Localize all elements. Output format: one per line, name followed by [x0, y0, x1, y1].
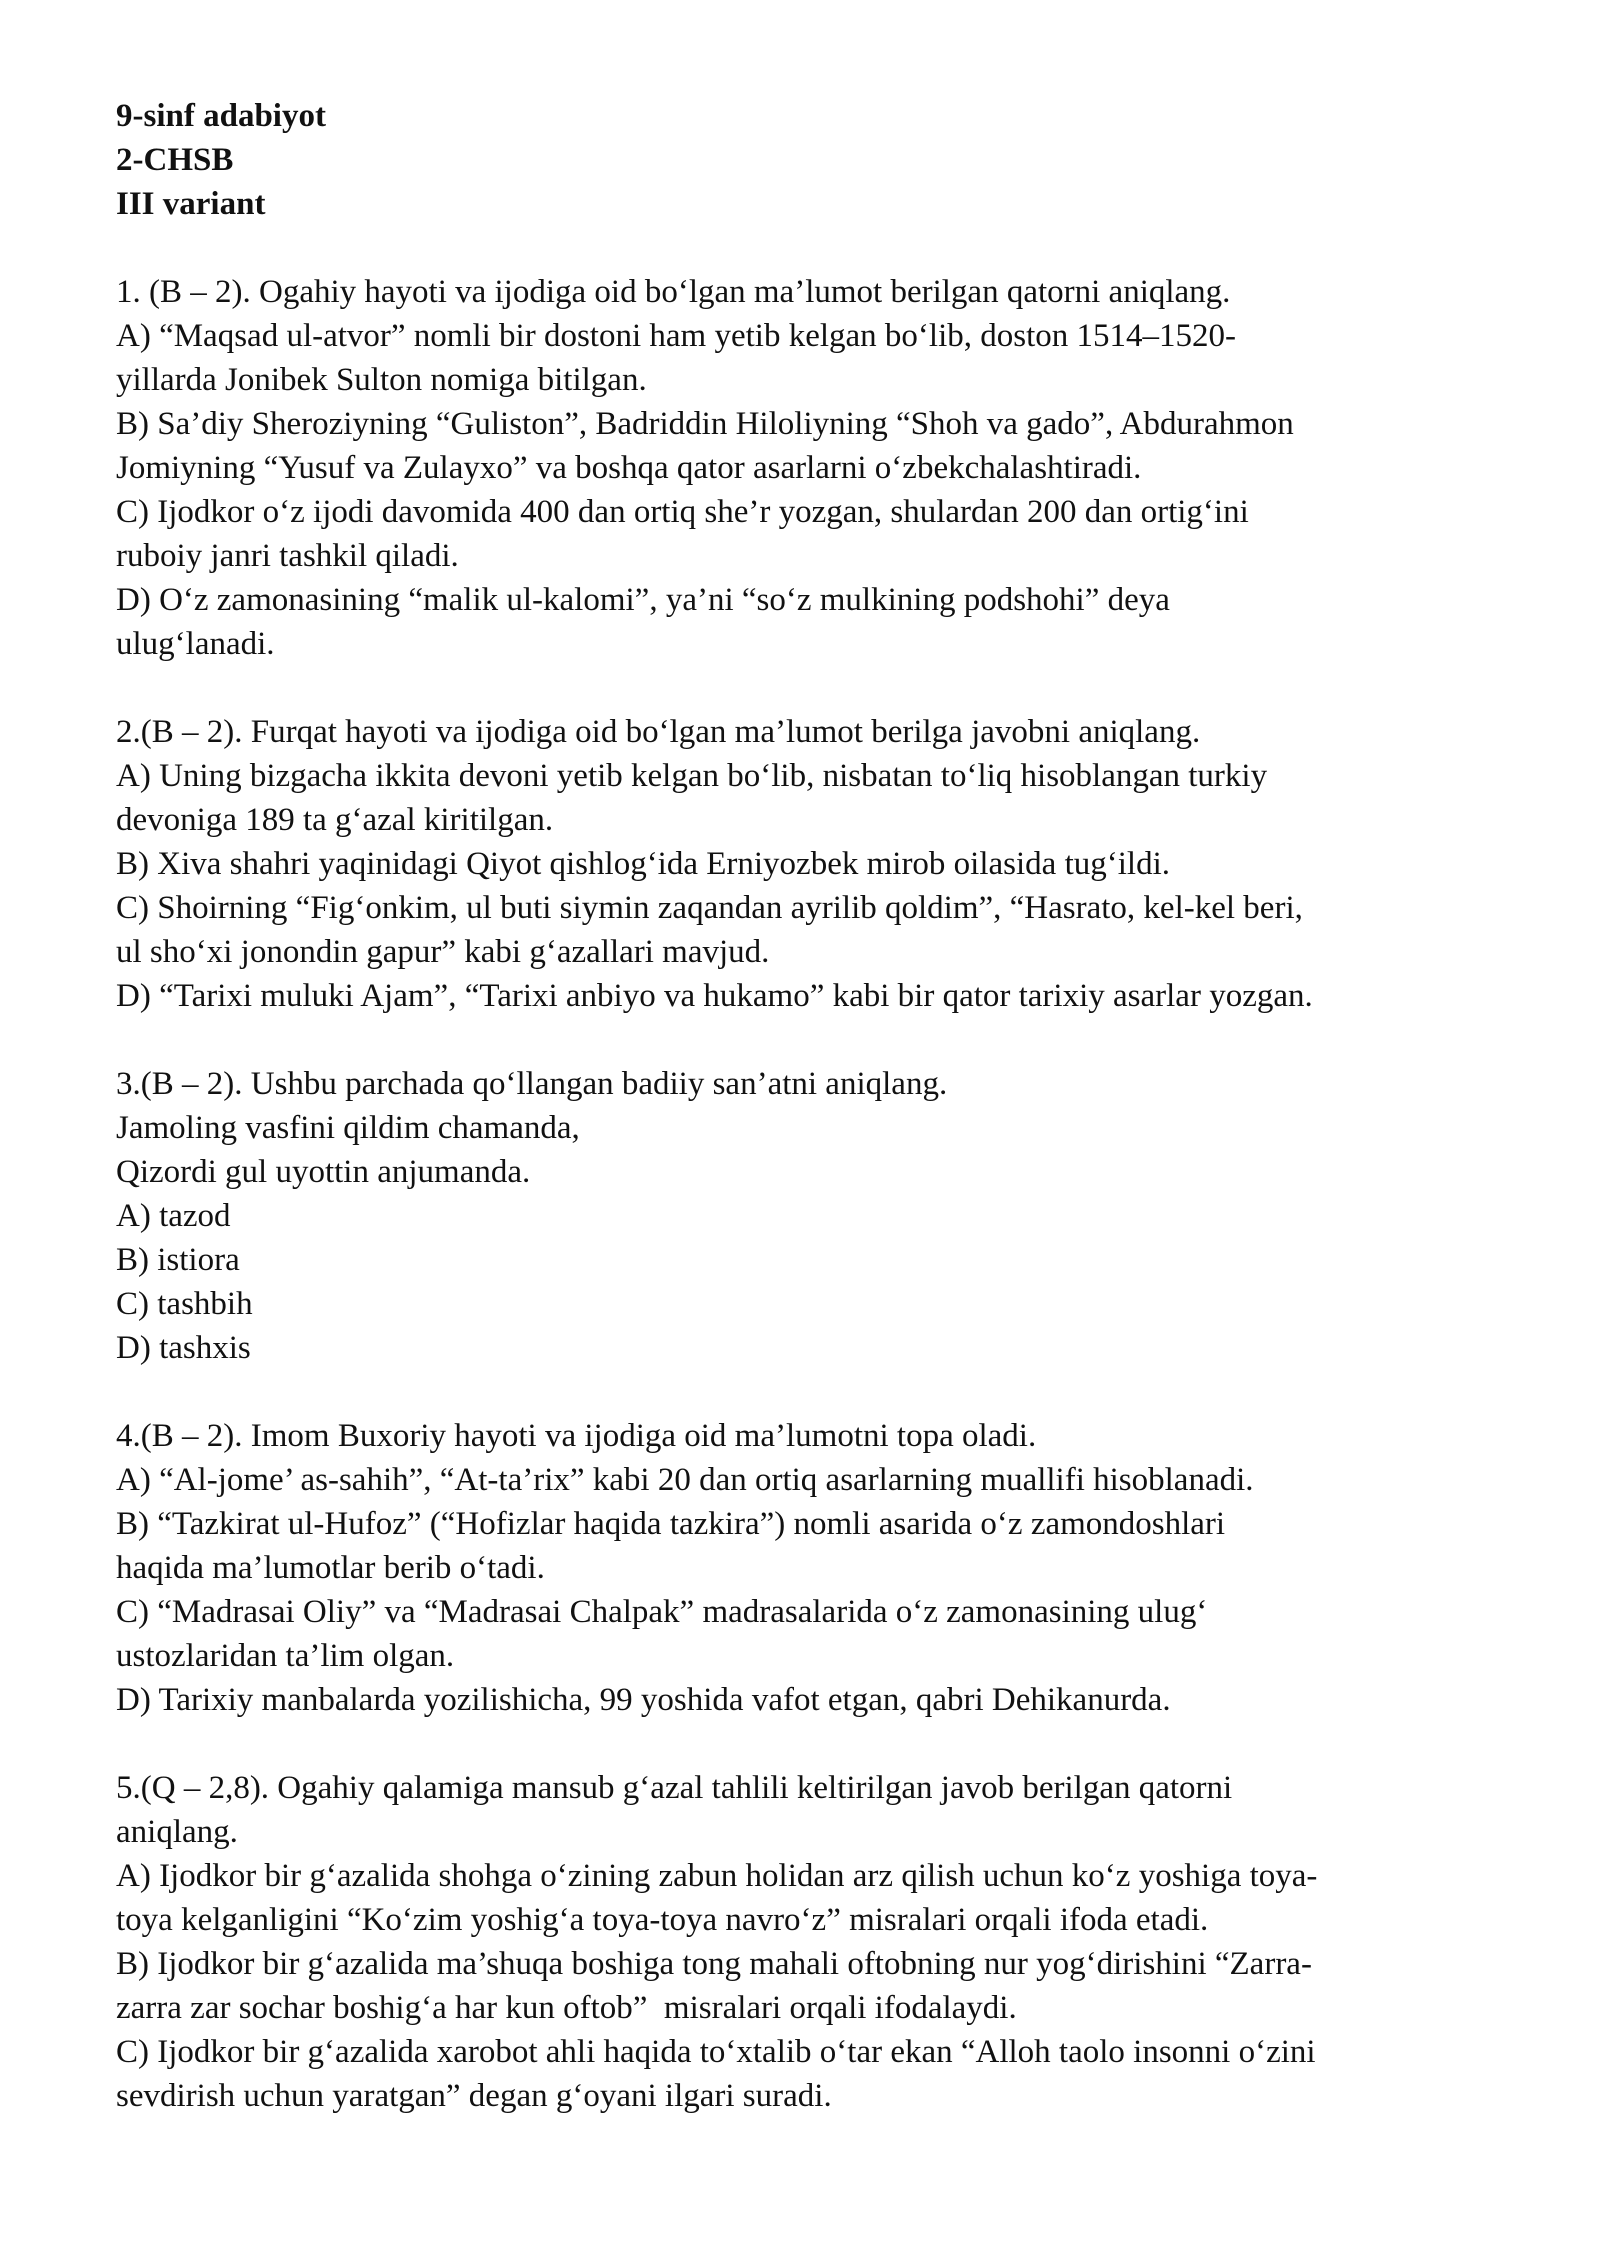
answer-option: A) “Al-jome’ as-sahih”, “At-ta’rix” kabi 20 dan ortiq asarlarning muallifi hisoblanadi. — [116, 1462, 1254, 1498]
document-page — [116, 94, 1516, 2118]
variant-title: III variant — [116, 186, 266, 222]
answer-option: D) “Tarixi muluki Ajam”, “Tarixi anbiyo va hukamo” kabi bir qator tarixiy asarlar yozgan. — [116, 978, 1313, 1014]
answer-option: C) “Madrasai Oliy” va “Madrasai Chalpak” madrasalarida o‘z zamonasining ulug‘ ustozlaridan ta’lim olgan. — [116, 1594, 1208, 1674]
question-block — [116, 1766, 1516, 2118]
question-verse-line: Jamoling vasfini qildim chamanda, — [116, 1110, 580, 1146]
question-verse-line: Qizordi gul uyottin anjumanda. — [116, 1154, 531, 1190]
answer-option: C) Ijodkor bir g‘azalida xarobot ahli haqida to‘xtalib o‘tar ekan “Alloh taolo insonni o‘zini sevdirish uchun yaratgan” degan g‘oyani ilgari suradi. — [116, 2034, 1316, 2114]
questions-list — [116, 270, 1516, 2118]
question-block — [116, 710, 1516, 1018]
answer-option: C) Ijodkor o‘z ijodi davomida 400 dan ortiq she’r yozgan, shulardan 200 dan ortig‘ini ruboiy janri tashkil qiladi. — [116, 494, 1249, 574]
answer-option: B) istiora — [116, 1242, 240, 1278]
answer-option: A) Uning bizgacha ikkita devoni yetib kelgan bo‘lib, nisbatan to‘liq hisoblangan turkiy devoniga 189 ta g‘azal kiritilgan. — [116, 758, 1268, 838]
question-text: 4.(B – 2). Imom Buxoriy hayoti va ijodiga oid ma’lumotni topa oladi. — [116, 1418, 1037, 1454]
answer-option: C) tashbih — [116, 1286, 253, 1322]
document-header — [116, 94, 1516, 226]
question-block — [116, 1414, 1516, 1722]
answer-option: A) tazod — [116, 1198, 231, 1234]
answer-option: B) Ijodkor bir g‘azalida ma’shuqa boshiga tong mahali oftobning nur yog‘dirishini “Zarra- zarra zar sochar boshig‘a har kun oftob” misralari orqali ifodalaydi. — [116, 1946, 1312, 2026]
answer-option: D) tashxis — [116, 1330, 251, 1366]
answer-option: C) Shoirning “Fig‘onkim, ul buti siymin zaqandan ayrilib qoldim”, “Hasrato, kel-kel beri, ul sho‘xi jonondin gapur” kabi g‘azallari mavjud. — [116, 890, 1303, 970]
answer-option: B) Xiva shahri yaqinidagi Qiyot qishlog‘ida Erniyozbek mirob oilasida tug‘ildi. — [116, 846, 1170, 882]
question-block — [116, 270, 1516, 666]
subject-title: 9-sinf adabiyot — [116, 98, 326, 134]
question-text: 1. (B – 2). Ogahiy hayoti va ijodiga oid bo‘lgan ma’lumot berilgan qatorni aniqlang. — [116, 274, 1231, 310]
answer-option: D) Tarixiy manbalarda yozilishicha, 99 yoshida vafot etgan, qabri Dehikanurda. — [116, 1682, 1171, 1718]
answer-option: D) O‘z zamonasining “malik ul-kalomi”, ya’ni “so‘z mulkining podshohi” deya ulug‘lanadi. — [116, 582, 1170, 662]
answer-option: B) Sa’diy Sheroziyning “Guliston”, Badriddin Hiloliyning “Shoh va gado”, Abdurahmon Jomiyning “Yusuf va Zulayxo” va boshqa qator asarlarni o‘zbekchalashtiradi. — [116, 406, 1294, 486]
answer-option: A) “Maqsad ul-atvor” nomli bir dostoni ham yetib kelgan bo‘lib, doston 1514–1520- yillarda Jonibek Sulton nomiga bitilgan. — [116, 318, 1236, 398]
question-block — [116, 1062, 1516, 1370]
question-text: 5.(Q – 2,8). Ogahiy qalamiga mansub g‘azal tahlili keltirilgan javob berilgan qatorni aniqlang. — [116, 1770, 1233, 1850]
answer-option: A) Ijodkor bir g‘azalida shohga o‘zining zabun holidan arz qilish uchun ko‘z yoshiga toya- toya kelganligini “Ko‘zim yoshig‘a toya-toya navro‘z” misralari orqali ifoda etadi. — [116, 1858, 1318, 1938]
test-title: 2-CHSB — [116, 142, 234, 178]
question-text: 2.(B – 2). Furqat hayoti va ijodiga oid bo‘lgan ma’lumot berilga javobni aniqlang. — [116, 714, 1201, 750]
answer-option: B) “Tazkirat ul-Hufoz” (“Hofizlar haqida tazkira”) nomli asarida o‘z zamondoshlari haqida ma’lumotlar berib o‘tadi. — [116, 1506, 1226, 1586]
question-text: 3.(B – 2). Ushbu parchada qo‘llangan badiiy san’atni aniqlang. — [116, 1066, 948, 1102]
